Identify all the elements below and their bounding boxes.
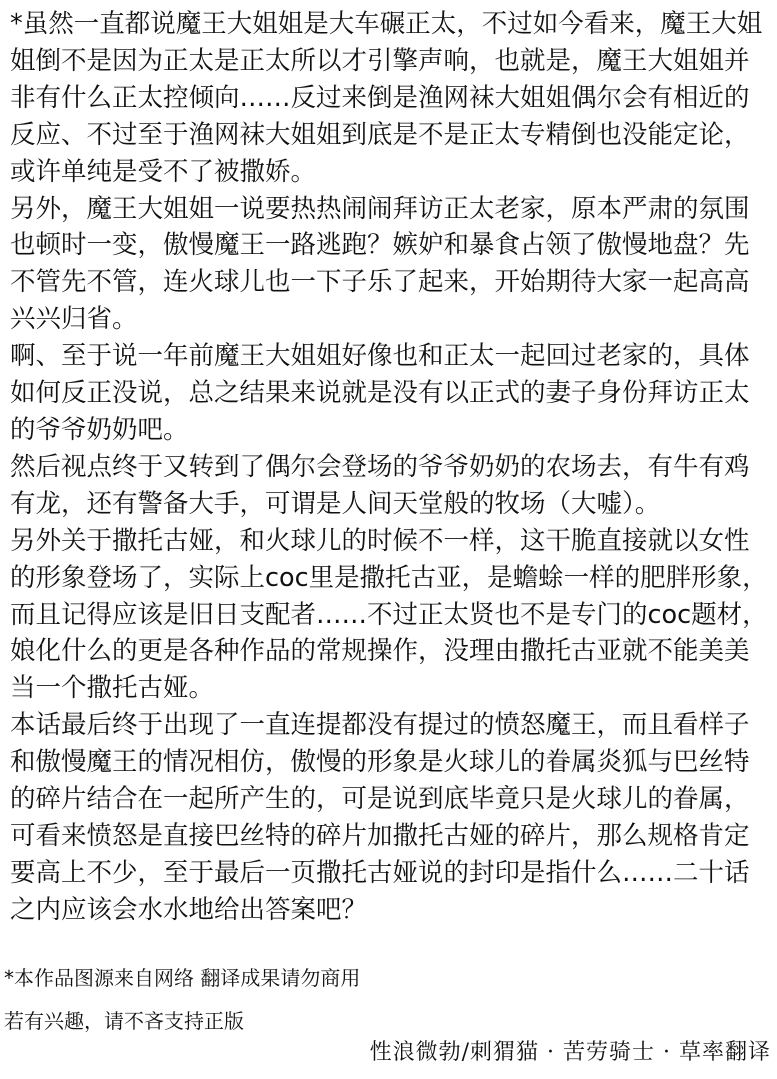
source-disclaimer: *本作品图源来自网络 翻译成果请勿商用 bbox=[4, 966, 361, 990]
paragraph-4: 然后视点终于又转到了偶尔会登场的爷爷奶奶的农场去，有牛有鸡有龙，还有警备大手，可谓是人间天堂般的牧场（大嘘）。 bbox=[10, 451, 750, 519]
translation-credits: 性浪微勃/刺猬猫 · 苦劳骑士 · 草率翻译 bbox=[369, 1040, 771, 1065]
notes-body bbox=[10, 6, 772, 929]
paragraph-5: 另外关于撒托古娅，和火球儿的时候不一样，这干脆直接就以女性的形象登场了，实际上coc里是撒托古亚，是蟾蜍一样的肥胖形象，而且记得应该是旧日支配者……不过正太贤也不是专门的coc题材，娘化什么的更是各种作品的常规操作，没理由撒托古亚就不能美美当一个撒托古娅。 bbox=[10, 525, 768, 704]
paragraph-3: 啊、至于说一年前魔王大姐姐好像也和正太一起回过老家的，具体如何反正没说，总之结果来说就是没有以正式的妻子身份拜访正太的爷爷奶奶吧。 bbox=[10, 341, 750, 445]
paragraph-2: 另外，魔王大姐姐一说要热热闹闹拜访正太老家，原本严肃的氛围也顿时一变，傲慢魔王一路逃跑？嫉妒和暴食占领了傲慢地盘？先不管先不管，连火球儿也一下子乐了起来，开始期待大家一起高高兴兴归省。 bbox=[10, 193, 750, 335]
paragraph-1: *虽然一直都说魔王大姐姐是大车碾正太，不过如今看来，魔王大姐姐倒不是因为正太是正太所以才引擎声响，也就是，魔王大姐姐并非有什么正太控倾向……反过来倒是渔网袜大姐姐偶尔会有相近的反应、不过至于渔网袜大姐姐到底是不是正太专精倒也没能定论，或许单纯是受不了被撒娇。 bbox=[10, 9, 763, 187]
support-official-note: 若有兴趣，请不吝支持正版 bbox=[4, 1009, 244, 1033]
paragraph-6: 本话最后终于出现了一直连提都没有提过的愤怒魔王，而且看样子和傲慢魔王的情况相仿，傲慢的形象是火球儿的眷属炎狐与巴丝特的碎片结合在一起所产生的，可是说到底毕竟只是火球儿的眷属，可看来愤怒是直接巴丝特的碎片加撒托古娅的碎片，那么规格肯定要高上不少，至于最后一页撒托古娅说的封印是指什么……二十话之内应该会水水地给出答案吧？ bbox=[10, 710, 750, 925]
